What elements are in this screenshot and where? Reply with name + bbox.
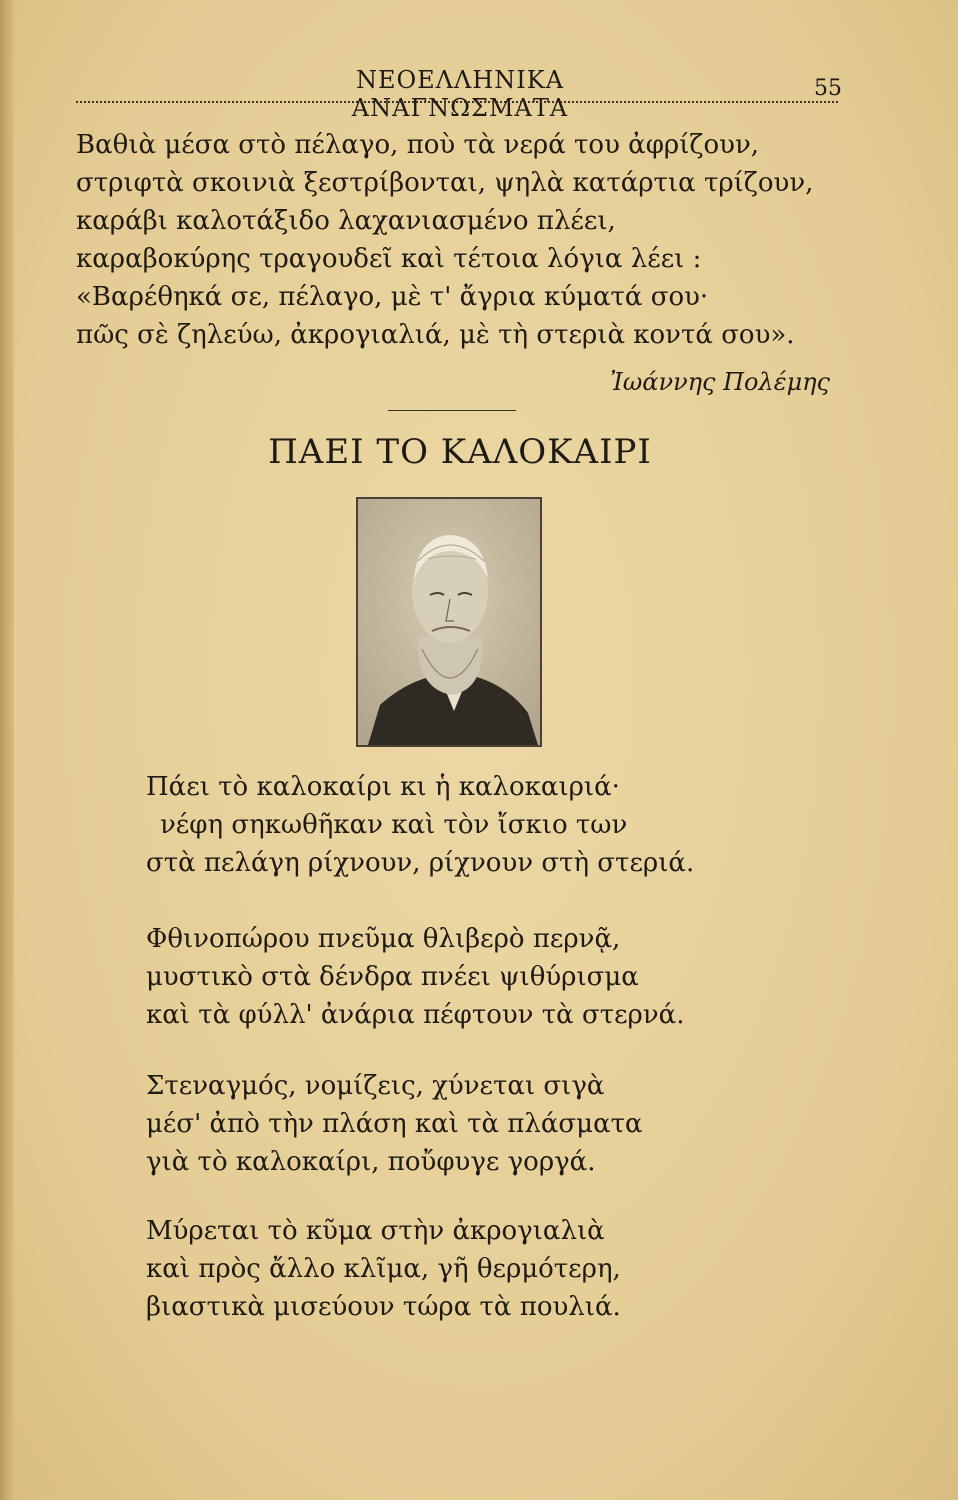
verse-line: στὰ πελάγη ρίχνουν, ρίχνουν στὴ στεριά. (146, 848, 695, 878)
verse-line: μυστικὸ στὰ δένδρα πνέει ψιθύρισμα (146, 962, 639, 992)
section-separator (388, 410, 516, 411)
verse-line: μέσ' ἀπὸ τὴν πλάση καὶ τὰ πλάσματα (146, 1109, 643, 1139)
verse-line: Φθινοπώρου πνεῦμα θλιβερὸ περνᾷ, (146, 924, 621, 954)
header-rule (76, 101, 838, 103)
verse-line: γιὰ τὸ καλοκαίρι, ποὔφυγε γοργά. (146, 1147, 596, 1177)
stanza-3 (146, 1067, 786, 1181)
verse-line: Βαθιὰ μέσα στὸ πέλαγο, ποὺ τὰ νερά του ἀφρίζουν, (76, 130, 760, 160)
running-head: ΝΕΟΕΛΛΗΝΙΚΑ ΑΝΑΓΝΩΣΜΑΤΑ (351, 66, 569, 122)
stanza-4 (146, 1212, 786, 1326)
verse-line: νέφη σηκωθῆκαν καὶ τὸν ἴσκιο των (160, 810, 628, 840)
stanza-1 (146, 768, 786, 882)
author-signature: Ἰωάννης Πολέμης (610, 368, 830, 396)
verse-line: Μύρεται τὸ κῦμα στὴν ἀκρογιαλιὰ (146, 1216, 605, 1246)
stanza-2 (146, 920, 786, 1034)
verse-line: καὶ τὰ φύλλ' ἀνάρια πέφτουν τὰ στερνά. (146, 1000, 685, 1030)
verse-line: βιαστικὰ μισεύουν τώρα τὰ πουλιά. (146, 1292, 621, 1322)
poem-title: ΠΑΕΙ ΤΟ ΚΑΛΟΚΑΙΡΙ (268, 432, 652, 472)
verse-line: στριφτὰ σκοινιὰ ξεστρίβονται, ψηλὰ κατάρτια τρίζουν, (76, 168, 814, 198)
verse-line: καραβοκύρης τραγουδεῖ καὶ τέτοια λόγια λέει : (76, 244, 702, 274)
verse-line: Πάει τὸ καλοκαίρι κι ἡ καλοκαιριά· (146, 772, 620, 802)
verse-line: καὶ πρὸς ἄλλο κλῖμα, γῆ θερμότερη, (146, 1254, 621, 1284)
portrait-engraving-icon (356, 497, 542, 747)
verse-line: καράβι καλοτάξιδο λαχανιασμένο πλέει, (76, 206, 616, 236)
verse-line: Στεναγμός, νομίζεις, χύνεται σιγὰ (146, 1071, 605, 1101)
verse-line: πῶς σὲ ζηλεύω, ἀκρογιαλιά, μὲ τὴ στεριὰ κοντά σου». (76, 320, 795, 350)
verse-line: «Βαρέθηκά σε, πέλαγο, μὲ τ' ἄγρια κύματά σου· (76, 282, 709, 312)
page-spine-edge (0, 0, 14, 1500)
page-number: 55 (814, 76, 842, 101)
previous-poem-ending (76, 126, 846, 354)
